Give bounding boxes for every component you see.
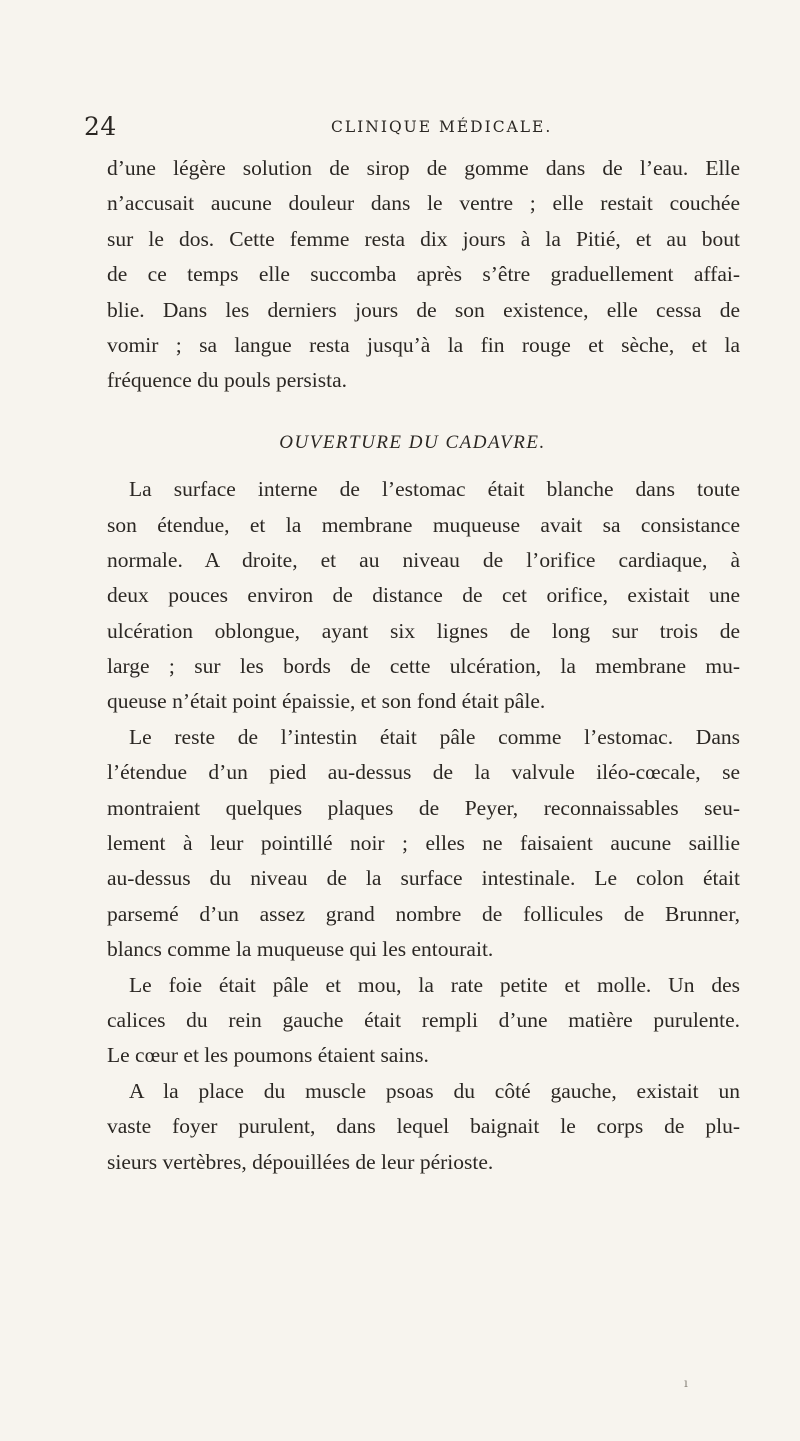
text-line: fréquence du pouls persista.: [107, 368, 348, 393]
paragraph-stomach: [107, 472, 740, 720]
text-line: deux pouces environ de distance de cet orifice, existait une: [107, 583, 740, 608]
text-line: montraient quelques plaques de Peyer, reconnaissables seu-: [107, 795, 740, 820]
paragraph-intestine: [107, 720, 740, 968]
paragraph-psoas: [107, 1074, 740, 1180]
text-line: sieurs vertèbres, dépouillées de leur périoste.: [107, 1149, 494, 1174]
text-line: La surface interne de l’estomac était blanche dans toute: [129, 477, 740, 502]
text-line: son étendue, et la membrane muqueuse avait sa consistance: [107, 512, 740, 537]
text-line: Le cœur et les poumons étaient sains.: [107, 1043, 429, 1068]
text-line: Le reste de l’intestin était pâle comme l’estomac. Dans: [129, 724, 740, 749]
text-line: au-dessus du niveau de la surface intestinale. Le colon était: [107, 866, 740, 891]
page-header: [84, 112, 740, 146]
text-line: de ce temps elle succomba après s’être graduellement affai-: [107, 262, 740, 287]
paragraph-continuation: [107, 151, 740, 399]
paragraph-organs: [107, 968, 740, 1074]
running-title: CLINIQUE MÉDICALE.: [331, 118, 553, 136]
text-line: l’étendue d’un pied au-dessus de la valvule iléo-cœcale, se: [107, 760, 740, 785]
text-line: vaste foyer purulent, dans lequel baignait le corps de plu-: [107, 1114, 740, 1139]
text-line: lement à leur pointillé noir ; elles ne faisaient aucune saillie: [107, 831, 740, 856]
page-number: 24: [84, 112, 117, 141]
section-heading: OUVERTURE DU CADAVRE.: [279, 431, 546, 453]
text-line: normale. A droite, et au niveau de l’orifice cardiaque, à: [107, 547, 740, 572]
text-line: n’accusait aucune douleur dans le ventre ; elle restait couchée: [107, 191, 740, 216]
text-line: d’une légère solution de sirop de gomme dans de l’eau. Elle: [107, 156, 740, 180]
text-line: blie. Dans les derniers jours de son existence, elle cessa de: [107, 297, 740, 322]
text-line: vomir ; sa langue resta jusqu’à la fin rouge et sèche, et la: [107, 332, 740, 357]
text-line: parsemé d’un assez grand nombre de follicules de Brunner,: [107, 901, 740, 926]
text-line: ulcération oblongue, ayant six lignes de long sur trois de: [107, 618, 740, 643]
body-text: [107, 151, 740, 1180]
text-line: queuse n’était point épaissie, et son fond était pâle.: [107, 689, 546, 714]
print-mark: ı: [684, 1376, 688, 1390]
text-line: blancs comme la muqueuse qui les entourait.: [107, 937, 494, 962]
text-line: large ; sur les bords de cette ulcération, la membrane mu-: [107, 654, 740, 679]
text-line: A la place du muscle psoas du côté gauche, existait un: [129, 1078, 740, 1103]
text-line: Le foie était pâle et mou, la rate petite et molle. Un des: [129, 972, 740, 997]
text-line: calices du rein gauche était rempli d’une matière purulente.: [107, 1007, 740, 1032]
text-line: sur le dos. Cette femme resta dix jours à la Pitié, et au bout: [107, 226, 740, 251]
